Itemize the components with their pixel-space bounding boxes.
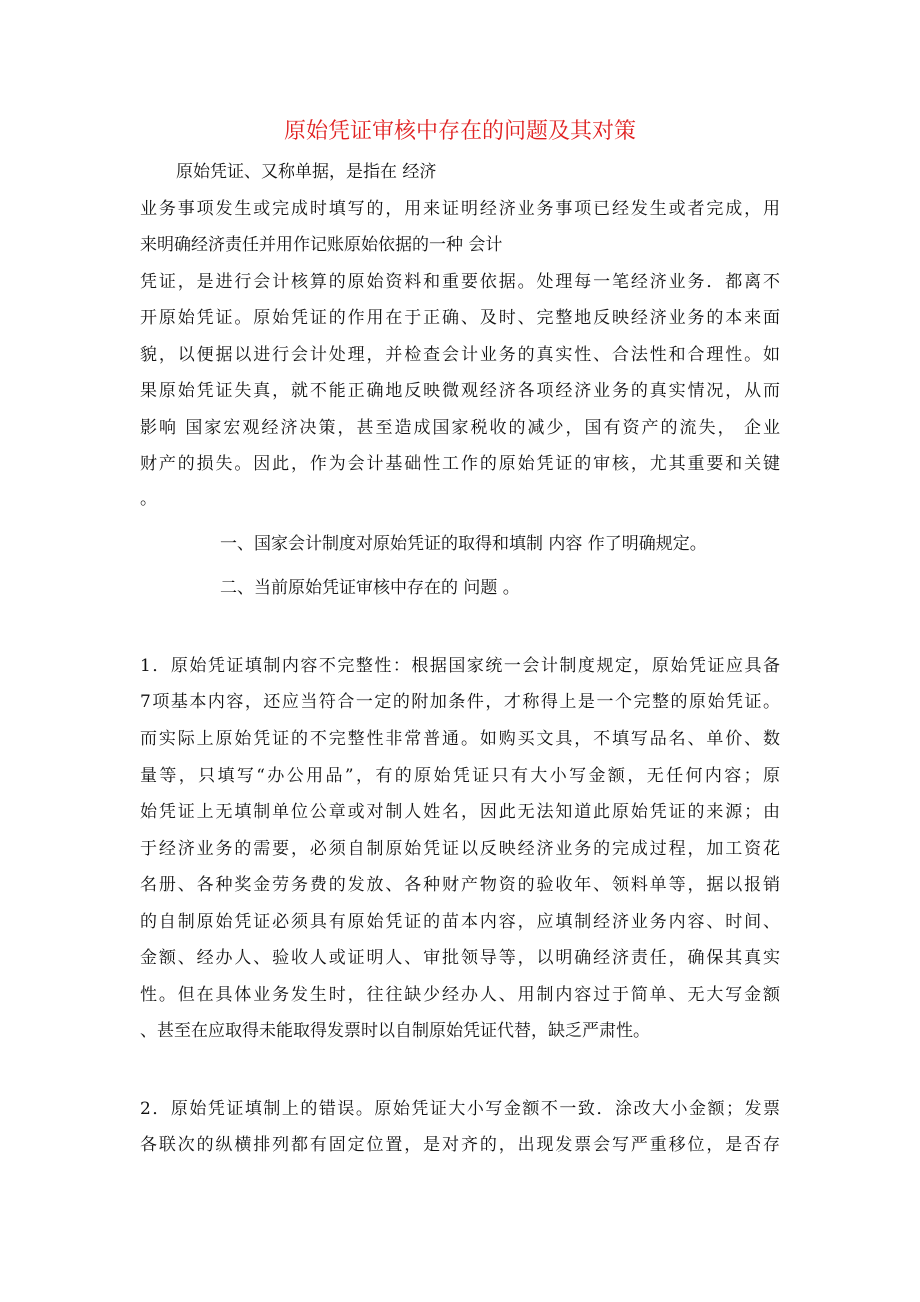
- paragraph-line: 来明确经济责任并用作记账原始依据的一种 会计: [140, 235, 503, 255]
- document-title: 原始凭证审核中存在的问题及其对策: [283, 119, 636, 144]
- paragraph-line: 始凭证上无填制单位公章或对制人姓名，因此无法知道此原始凭证的来源；由: [140, 802, 780, 822]
- paragraph-line: 业务事项发生或完成时填写的，用来证明经济业务事项已经发生或者完成，用: [140, 199, 780, 219]
- paragraph-line: 金额、经办人、验收人或证明人、审批领导等，以明确经济责任，确保其真实: [140, 948, 780, 968]
- paragraph-line: 、甚至在应取得未能取得发票时以自制原始凭证代替，缺乏严肃性。: [140, 1021, 650, 1041]
- paragraph-line: 1．原始凭证填制内容不完整性：根据国家统一会计制度规定，原始凭证应具备: [140, 656, 780, 676]
- paragraph-line: 。: [140, 489, 157, 509]
- section-heading: 一、国家会计制度对原始凭证的取得和填制 内容 作了明确规定。: [220, 534, 707, 554]
- paragraph-line: 于经济业务的需要，必须自制原始凭证以反映经济业务的完成过程，加工资花: [140, 839, 780, 859]
- paragraph-line: 各联次的纵横排列都有固定位置，是对齐的，出现发票会写严重移位，是否存: [140, 1135, 780, 1155]
- paragraph-line: 性。但在具体业务发生时，往往缺少经办人、用制内容过于简单、无大写金额: [140, 985, 780, 1005]
- paragraph-line: 开原始凭证。原始凭证的作用在于正确、及时、完整地反映经济业务的本来面: [140, 308, 780, 328]
- paragraph-line: 名册、各种奖金劳务费的发放、各种财产物资的验收年、领料单等，据以报销: [140, 875, 780, 895]
- paragraph-line: 量等，只填写“办公用品”，有的原始凭证只有大小写金额，无任何内容；原: [140, 766, 780, 786]
- paragraph-line: 的自制原始凭证必须具有原始凭证的苗本内容，应填制经济业务内容、时间、: [140, 912, 780, 932]
- paragraph-line: 财产的损失。因此，作为会计基础性工作的原始凭证的审核，尤其重要和关键: [140, 454, 780, 474]
- paragraph-line: 凭证，是进行会计核算的原始资料和重要依据。处理每一笔经济业务．都离不: [140, 272, 780, 292]
- paragraph-line: 影响 国家宏观经济决策，甚至造成国家税收的减少，国有资产的流失， 企业: [140, 418, 780, 438]
- paragraph-line: 貌，以便据以进行会计处理，并检查会计业务的真实性、合法性和合理性。如: [140, 345, 780, 365]
- paragraph-line: 而实际上原始凭证的不完整性非常普通。如购买文具，不填写品名、单价、数: [140, 729, 780, 749]
- section-heading: 二、当前原始凭证审核中存在的 问题 。: [220, 578, 520, 598]
- paragraph-line: 7项基本内容，还应当符合一定的附加条件，才称得上是一个完整的原始凭证。: [140, 692, 780, 712]
- paragraph-line: 果原始凭证失真，就不能正确地反映微观经济各项经济业务的真实情况，从而: [140, 381, 780, 401]
- paragraph-line: 原始凭证、又称单据，是指在 经济: [176, 162, 437, 182]
- paragraph-line: 2．原始凭证填制上的错误。原始凭证大小写金额不一致．涂改大小金额；发票: [140, 1099, 780, 1119]
